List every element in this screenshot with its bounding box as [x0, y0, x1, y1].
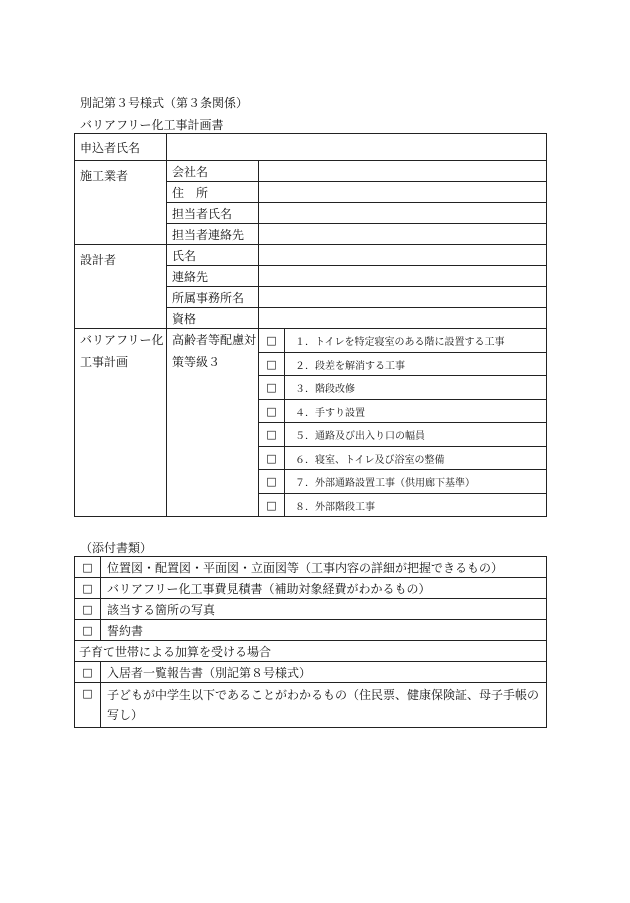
attachment-checkbox[interactable]: □	[75, 620, 101, 641]
attachment-label: 位置図・配置図・平面図・立面図等（工事内容の詳細が把握できるもの）	[101, 557, 547, 578]
plan-option-label: ８．外部階段工事	[285, 494, 547, 517]
attachment-checkbox[interactable]: □	[75, 578, 101, 599]
child-section-row	[75, 641, 547, 662]
designer-name-field[interactable]	[259, 245, 547, 266]
attachment-row	[75, 662, 547, 683]
plan-option-label: ４．手すり設置	[285, 400, 547, 423]
attachments-title: （添付書類）	[80, 541, 153, 555]
attachments-table	[74, 556, 547, 728]
attachment-label: 入居者一覧報告書（別記第８号様式）	[101, 662, 547, 683]
contractor-label: 施工業者	[75, 161, 167, 245]
designer-contact-field[interactable]	[259, 266, 547, 287]
qualification-field[interactable]	[259, 308, 547, 329]
designer-office-field[interactable]	[259, 287, 547, 308]
contact-info-field[interactable]	[259, 224, 547, 245]
child-section-label: 子育て世帯による加算を受ける場合	[75, 641, 547, 662]
attachment-row	[75, 599, 547, 620]
address-label: 住 所	[167, 182, 259, 203]
designer-name-label: 氏名	[167, 245, 259, 266]
designer-contact-label: 連絡先	[167, 266, 259, 287]
attachment-label: 子どもが中学生以下であることがわかるもの（住民票、健康保険証、母子手帳の写し）	[101, 683, 547, 728]
plan-option-checkbox[interactable]: □	[259, 447, 285, 470]
plan-option-checkbox[interactable]: □	[259, 400, 285, 423]
attachment-checkbox[interactable]: □	[75, 662, 101, 683]
plan-label: バリアフリー化工事計画	[75, 329, 167, 517]
plan-option-checkbox[interactable]: □	[259, 494, 285, 517]
plan-option-label: ５．通路及び出入り口の幅員	[285, 423, 547, 447]
plan-option-label: ６．寝室、トイレ及び浴室の整備	[285, 447, 547, 470]
company-name-field[interactable]	[259, 161, 547, 182]
attachment-label: バリアフリー化工事費見積書（補助対象経費がわかるもの）	[101, 578, 547, 599]
grade-label: 高齢者等配慮対策等級３	[167, 329, 259, 517]
applicant-row	[75, 134, 547, 161]
document-title: バリアフリー化工事計画書	[80, 118, 224, 132]
attachment-row	[75, 557, 547, 578]
form-reference: 別記第３号様式（第３条関係）	[80, 96, 249, 110]
attachment-row	[75, 578, 547, 599]
contractor-row	[75, 161, 547, 182]
plan-option-label: ３．階段改修	[285, 376, 547, 400]
attachment-checkbox[interactable]: □	[75, 557, 101, 578]
qualification-label: 資格	[167, 308, 259, 329]
plan-option-checkbox[interactable]: □	[259, 353, 285, 376]
plan-option-checkbox[interactable]: □	[259, 376, 285, 400]
contact-person-field[interactable]	[259, 203, 547, 224]
attachment-label: 誓約書	[101, 620, 547, 641]
contact-info-label: 担当者連絡先	[167, 224, 259, 245]
designer-office-label: 所属事務所名	[167, 287, 259, 308]
plan-option-label: １．トイレを特定寝室のある階に設置する工事	[285, 329, 547, 353]
attachment-checkbox[interactable]: □	[75, 599, 101, 620]
plan-option-label: ２．段差を解消する工事	[285, 353, 547, 376]
company-name-label: 会社名	[167, 161, 259, 182]
attachment-label: 該当する箇所の写真	[101, 599, 547, 620]
construction-plan-form	[74, 133, 547, 517]
address-field[interactable]	[259, 182, 547, 203]
plan-option-label: ７．外部通路設置工事（供用廊下基準）	[285, 470, 547, 494]
attachment-row	[75, 683, 547, 728]
plan-option-checkbox[interactable]: □	[259, 423, 285, 447]
plan-option-checkbox[interactable]: □	[259, 329, 285, 353]
contact-person-label: 担当者氏名	[167, 203, 259, 224]
designer-label: 設計者	[75, 245, 167, 329]
plan-option-row	[75, 329, 547, 353]
attachment-checkbox[interactable]: □	[75, 683, 101, 728]
designer-row	[75, 245, 547, 266]
applicant-label: 申込者氏名	[75, 134, 167, 161]
applicant-name-field[interactable]	[167, 134, 547, 161]
plan-option-checkbox[interactable]: □	[259, 470, 285, 494]
attachment-row	[75, 620, 547, 641]
